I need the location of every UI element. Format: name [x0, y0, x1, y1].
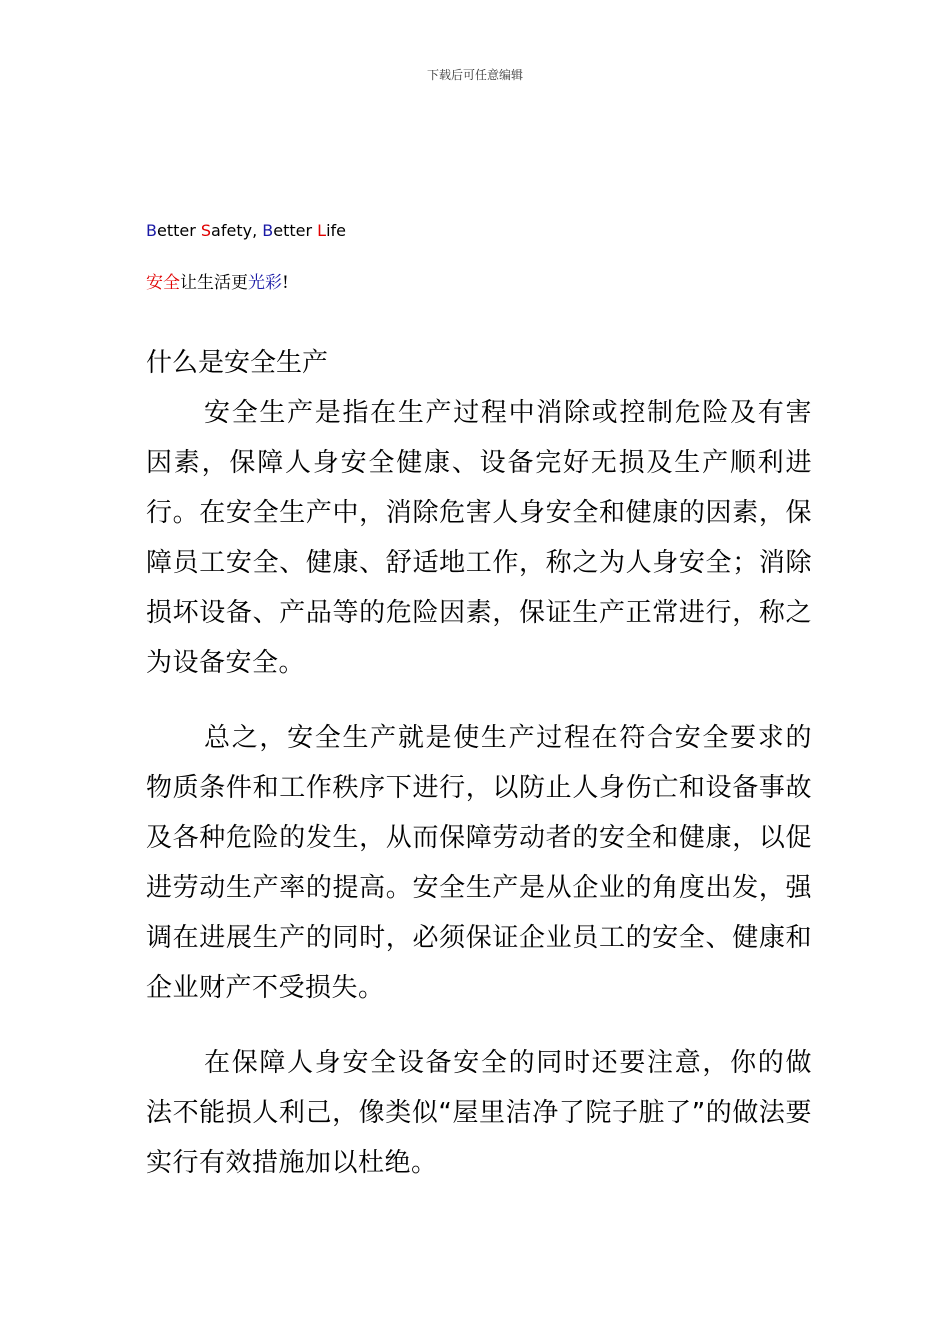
slogan-word-rest-1: etter — [156, 221, 201, 240]
slogan-initial-b2: B — [262, 221, 274, 240]
slogan-zh-middle: 让生活更 — [180, 273, 248, 293]
slogan-zh-glory: 光彩 — [248, 273, 282, 293]
article-title: 什么是安全生产 — [146, 348, 329, 378]
page-header-note: 下载后可任意编辑 — [426, 68, 523, 82]
slogan-zh-safety: 安全 — [146, 273, 180, 293]
slogan-initial-s: S — [200, 221, 212, 240]
slogan-word-rest-2: afety, — [211, 221, 263, 240]
article-body — [146, 338, 812, 1188]
slogan-english — [146, 221, 346, 240]
slogan-word-rest-4: ife — [326, 221, 346, 240]
article-paragraph: 在保障人身安全设备安全的同时还要注意，你的做法不能损人利己，像类似“屋里洁净了院子脏了”的做法要实行有效措施加以杜绝。 — [146, 1048, 812, 1178]
slogan-chinese — [146, 268, 289, 293]
slogan-initial-b1: B — [146, 221, 157, 240]
article-paragraph: 总之，安全生产就是使生产过程在符合安全要求的物质条件和工作秩序下进行，以防止人身伤亡和设备事故及各种危险的发生，从而保障劳动者的安全和健康，以促进劳动生产率的提高。安全生产是从企业的角度出发，强调在进展生产的同时，必须保证企业员工的安全、健康和企业财产不受损失。 — [146, 723, 812, 1003]
article-paragraph: 安全生产是指在生产过程中消除或控制危险及有害因素，保障人身安全健康、设备完好无损及生产顺利进行。在安全生产中，消除危害人身安全和健康的因素，保障员工安全、健康、舒适地工作，称之为人身安全；消除损坏设备、产品等的危险因素，保证生产正常进行，称之为设备安全。 — [146, 398, 812, 678]
slogan-zh-exclaim: ! — [282, 273, 289, 293]
slogan-word-rest-3: etter — [273, 221, 318, 240]
slogan-initial-l: L — [317, 221, 327, 240]
